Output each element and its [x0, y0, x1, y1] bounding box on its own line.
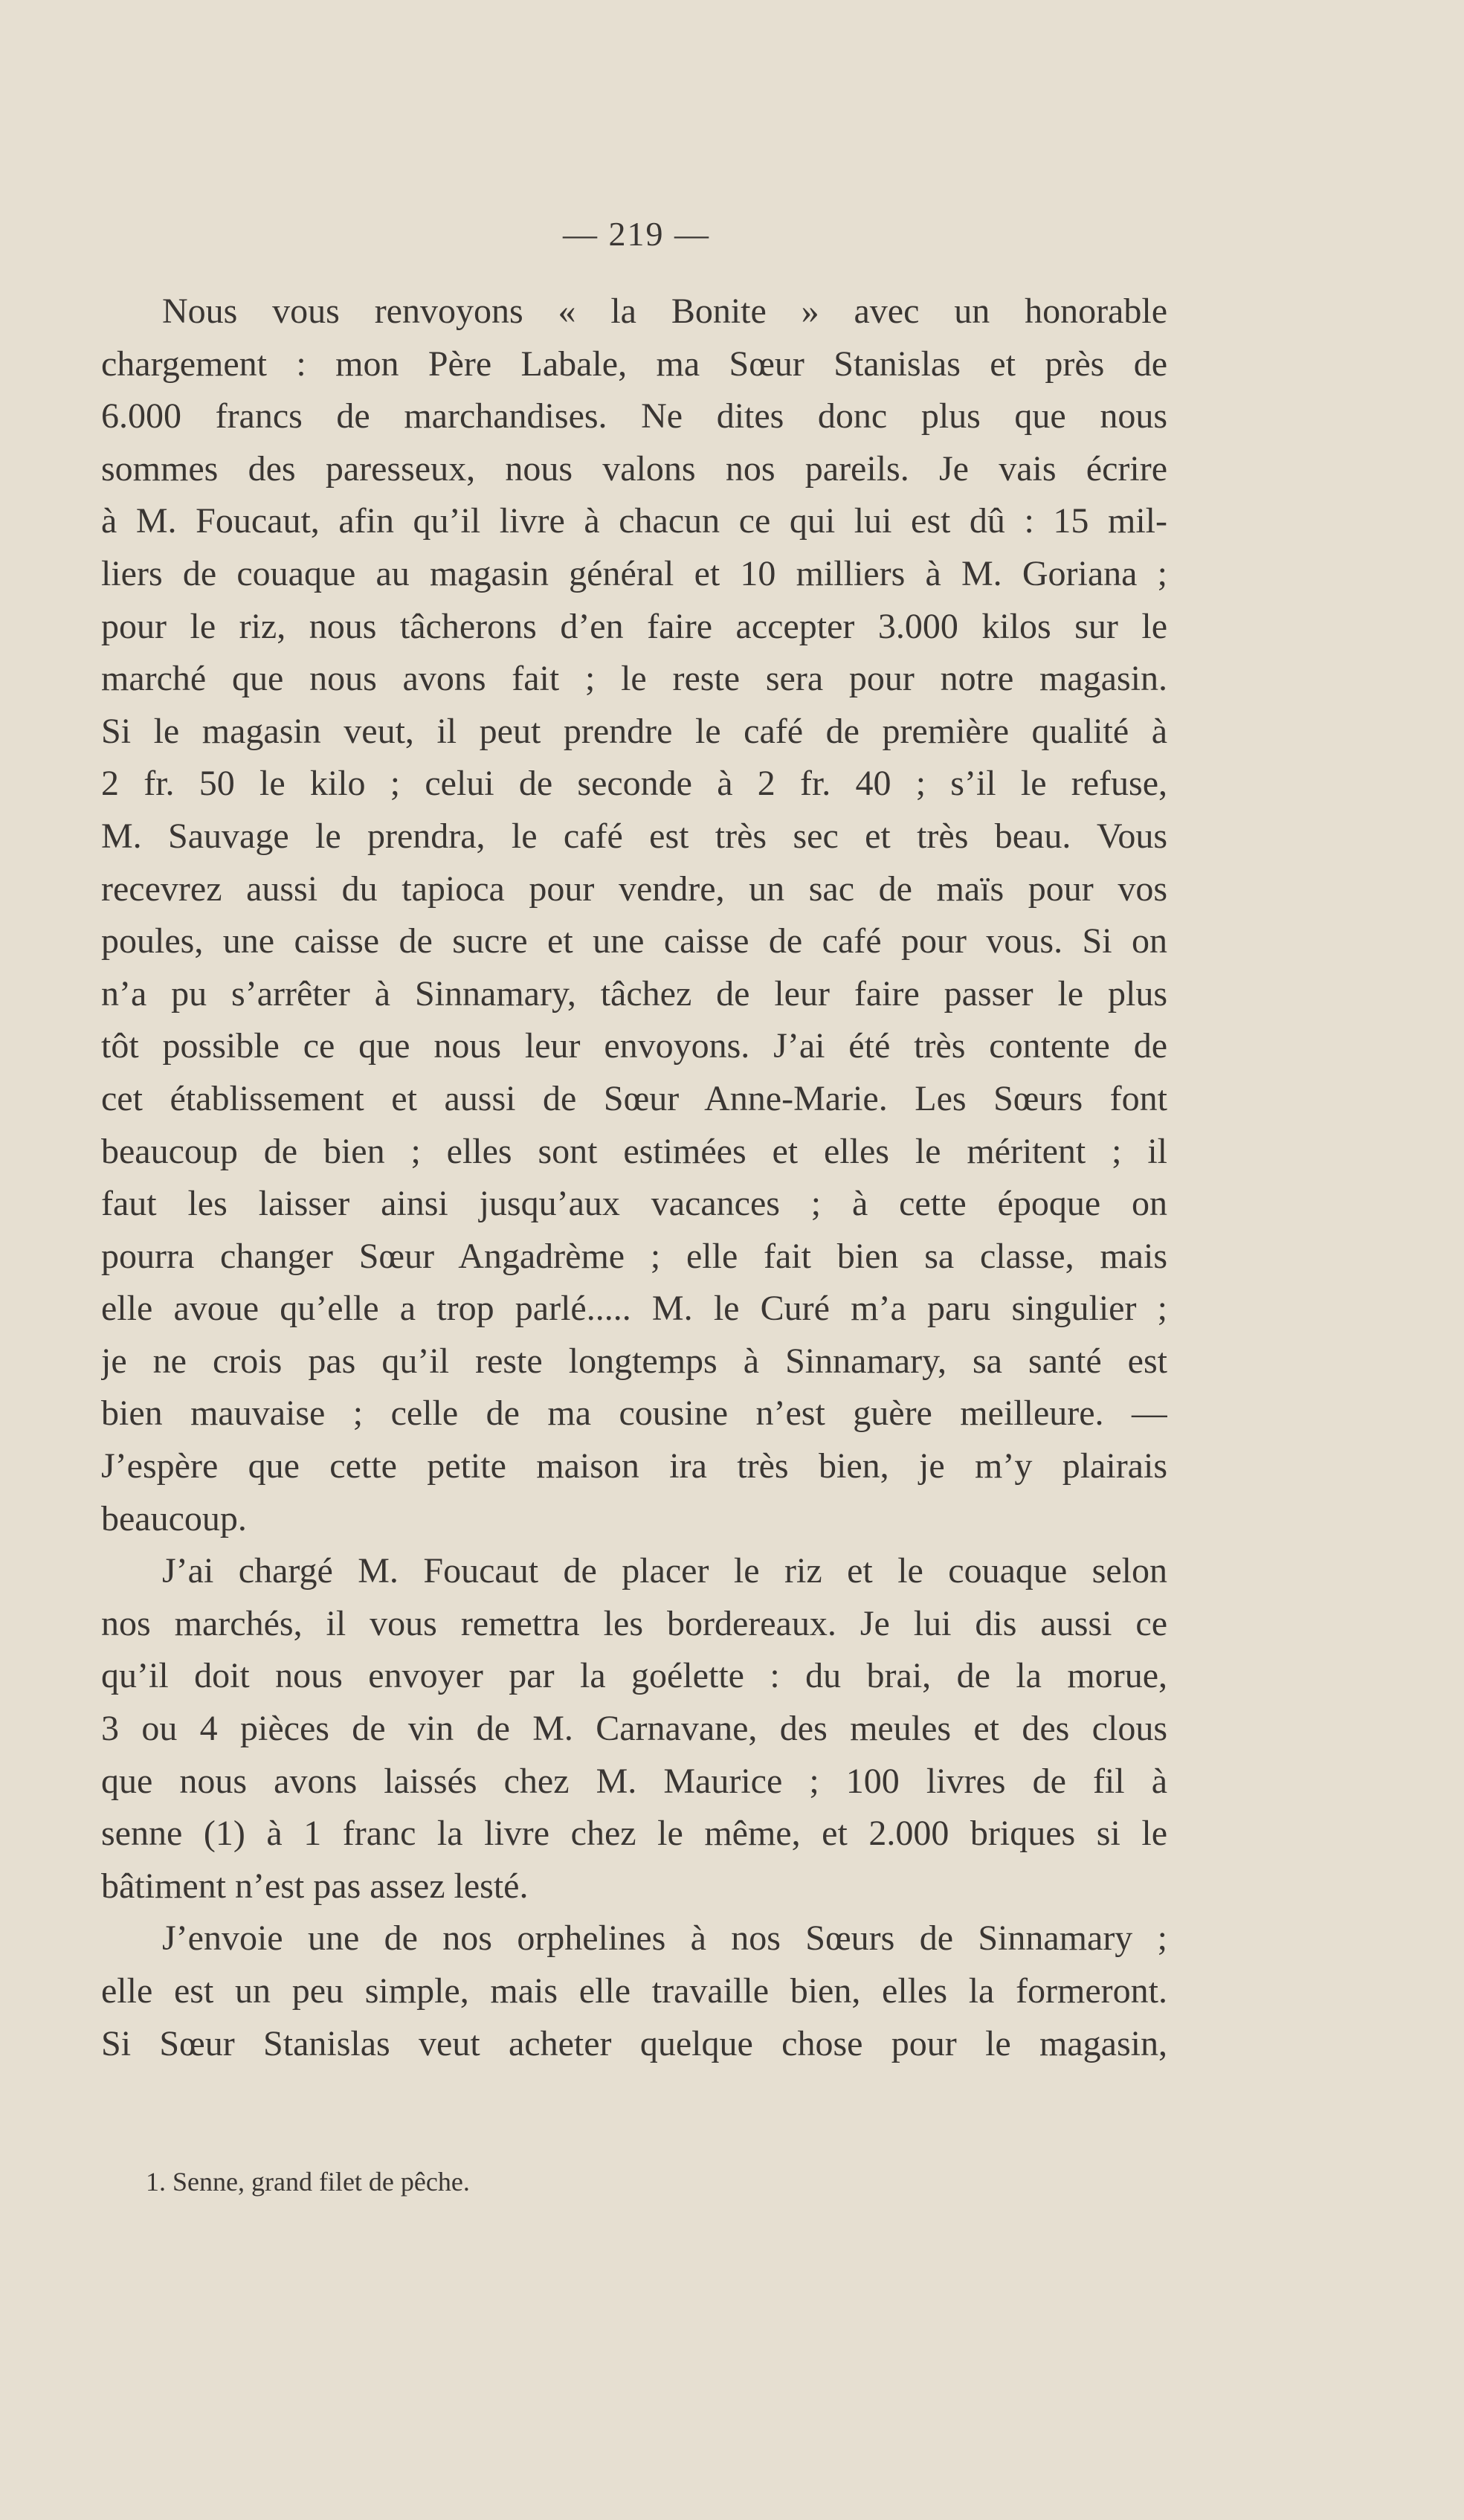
text-line: 6.000 francs de marchandises. Ne dites donc plus que nous: [101, 396, 1167, 436]
text-line: faut les laisser ainsi jusqu’aux vacances ; à cette époque on: [101, 1184, 1167, 1224]
text-line: n’a pu s’arrêter à Sinnamary, tâchez de leur faire passer le plus: [101, 973, 1167, 1014]
text-line: elle est un peu simple, mais elle travaille bien, elles la formeront.: [101, 1971, 1167, 2011]
text-line: J’espère que cette petite maison ira très bien, je m’y plairais: [101, 1446, 1167, 1486]
text-line: sommes des paresseux, nous valons nos pareils. Je vais écrire: [101, 448, 1167, 489]
text-line: à M. Foucaut, afin qu’il livre à chacun ce qui lui est dû : 15 mil-: [101, 501, 1167, 541]
text-line: 3 ou 4 pièces de vin de M. Carnavane, des meules et des clous: [101, 1709, 1167, 1749]
body-text: [101, 286, 1167, 2070]
text-line: Nous vous renvoyons « la Bonite » avec un honorable: [162, 291, 1167, 331]
text-line: senne (1) à 1 franc la livre chez le même, et 2.000 briques si le: [101, 1814, 1167, 1854]
text-line: Si le magasin veut, il peut prendre le café de première qualité à: [101, 711, 1167, 751]
text-line: elle avoue qu’elle a trop parlé..... M. le Curé m’a paru singulier ;: [101, 1289, 1167, 1329]
text-line: M. Sauvage le prendra, le café est très sec et très beau. Vous: [101, 816, 1167, 856]
text-line: Si Sœur Stanislas veut acheter quelque chose pour le magasin,: [101, 2023, 1167, 2063]
text-line: pour le riz, nous tâcherons d’en faire accepter 3.000 kilos sur le: [101, 606, 1167, 646]
text-line: tôt possible ce que nous leur envoyons. J’ai été très contente de: [101, 1026, 1167, 1066]
text-line: poules, une caisse de sucre et une caisse de café pour vous. Si on: [101, 921, 1167, 961]
page-number: — 219 —: [563, 215, 710, 253]
text-line: J’envoie une de nos orphelines à nos Sœurs de Sinnamary ;: [162, 1918, 1167, 1959]
text-line: J’ai chargé M. Foucaut de placer le riz et le couaque selon: [162, 1551, 1167, 1591]
text-line: 2 fr. 50 le kilo ; celui de seconde à 2 fr. 40 ; s’il le refuse,: [101, 764, 1167, 804]
text-line: recevrez aussi du tapioca pour vendre, un sac de maïs pour vos: [101, 869, 1167, 909]
text-line: je ne crois pas qu’il reste longtemps à Sinnamary, sa santé est: [101, 1341, 1167, 1381]
text-line: bâtiment n’est pas assez lesté.: [101, 1866, 529, 1906]
text-line: bien mauvaise ; celle de ma cousine n’est guère meilleure. —: [101, 1393, 1167, 1434]
text-line: pourra changer Sœur Angadrème ; elle fait bien sa classe, mais: [101, 1236, 1167, 1276]
text-line: marché que nous avons fait ; le reste sera pour notre magasin.: [101, 659, 1167, 699]
text-line: qu’il doit nous envoyer par la goélette : du brai, de la morue,: [101, 1656, 1167, 1696]
text-line: cet établissement et aussi de Sœur Anne-Marie. Les Sœurs font: [101, 1078, 1167, 1118]
text-line: nos marchés, il vous remettra les bordereaux. Je lui dis aussi ce: [101, 1603, 1167, 1643]
footnote: 1. Senne, grand filet de pêche.: [146, 2167, 470, 2197]
text-line: que nous avons laissés chez M. Maurice ; 100 livres de fil à: [101, 1761, 1167, 1801]
text-line: liers de couaque au magasin général et 10 milliers à M. Goriana ;: [101, 553, 1167, 593]
text-line: beaucoup.: [101, 1498, 247, 1538]
text-line: beaucoup de bien ; elles sont estimées et elles le méritent ; il: [101, 1131, 1167, 1171]
text-line: chargement : mon Père Labale, ma Sœur Stanislas et près de: [101, 344, 1167, 384]
